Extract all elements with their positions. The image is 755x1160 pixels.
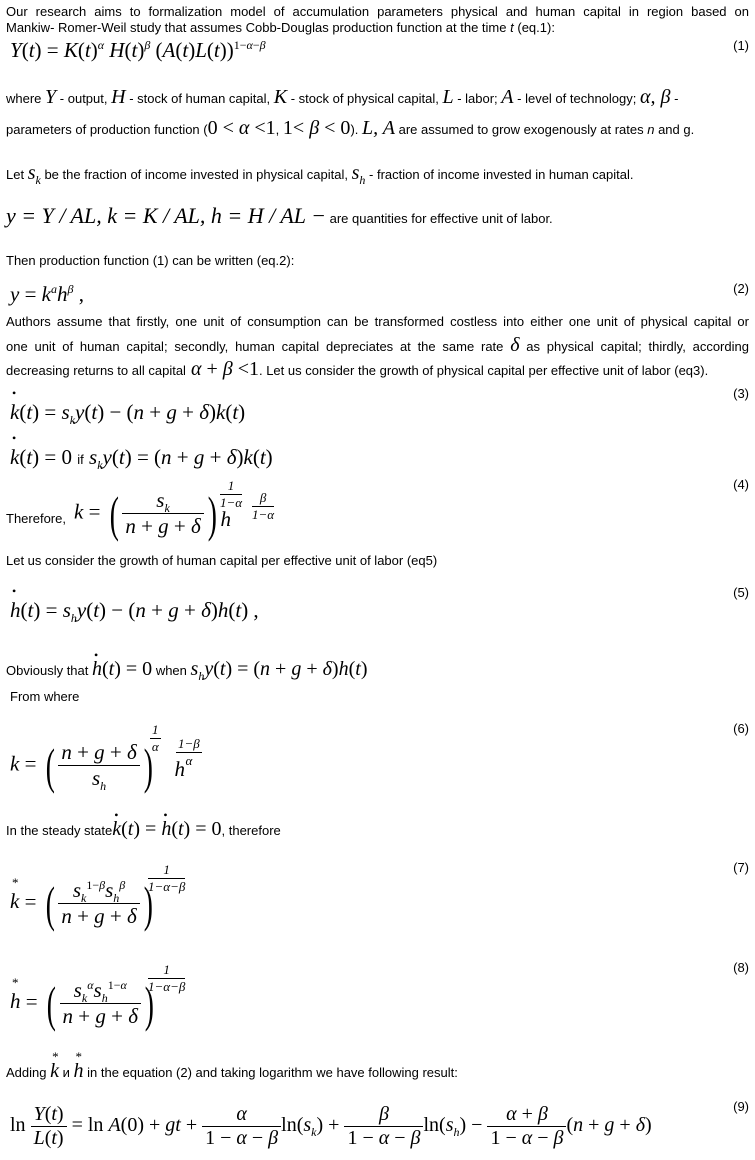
let-line: Let $s_k$ be the fraction of income invested in physical capital, $s_h$ - fraction of income invested in human capital. (6, 162, 634, 187)
intro-t: t (510, 20, 514, 35)
eq4-exp-1: 1 1−α (220, 478, 243, 510)
eq6-exp-2: 1−β α (178, 736, 200, 768)
equation-3a: • $k(t) = s_ky(t) - (n + g + \delta)k(t)$ (10, 400, 245, 425)
eq-number-8: (8) (733, 960, 749, 975)
equation-3b: • k(t) = 0 if $s_ky(t) = (n + g + \delta)k(t)$ (10, 445, 273, 470)
assume-line-2: one unit of human capital; secondly, human capital depreciates at the same rate δ as physical capital; thirdly, according (6, 334, 749, 356)
eq7-exp: 1 1−α−β (148, 862, 186, 894)
eq4-exp-2: β 1−α (252, 490, 275, 522)
where-line-2: parameters of production function (0 < α <1, 1< β < 0). L, A are assumed to grow exogenously at rates n and g. (6, 117, 695, 139)
equation-2: $y = k^ah^\beta$ , (10, 282, 84, 306)
obviously-line: Obviously that • h(t) = 0 when $s_hy(t) = (n + g + \delta)h(t)$ (6, 660, 367, 680)
equation-1: $Y(t) = K(t)^\alpha$ $H(t)^\beta$ $(A(t)L(t))^{1-\alpha-\beta}$ (10, 38, 266, 62)
from-where-line: From where (10, 689, 80, 704)
human-growth-line: Let us consider the growth of human capital per effective unit of labor (eq5) (6, 553, 438, 568)
therefore-label: Therefore, (6, 511, 66, 526)
eq-number-2: (2) (733, 281, 749, 296)
eq8-exp: 1 1−α−β (148, 962, 186, 994)
eq-number-6: (6) (733, 721, 749, 736)
then-line: Then production function (1) can be written (eq.2): (6, 253, 295, 268)
adding-line: Adding * k и * h in the equation (2) and taking logarithm we have following result: (6, 1062, 458, 1082)
intro-text: Mankiw- Romer-Weil study that assumes Cobb-Douglas production function at the time (6, 20, 507, 35)
eq6-exp-1: 1 α (151, 722, 159, 754)
equation-4: k = ( $\frac{s_k}{n + g + \delta}$ ) h (74, 485, 231, 542)
eq-number-9: (9) (733, 1099, 749, 1114)
equation-8: * h = ( $s_k^\alpha s_h^{1-\alpha}$ n + g + δ ) (10, 978, 158, 1029)
eq-number-1: (1) (733, 38, 749, 53)
equation-7: * k = ( $s_k^{1-\beta}s_h^\beta$ n + g + δ ) (10, 878, 156, 929)
assume-line-1: Authors assume that firstly, one unit of consumption can be transformed costless into either one unit of physical capital or (6, 314, 749, 329)
where-line-1: where Y - output, H - stock of human capital, K - stock of physical capital, L - labor; A - level of technology; α, β - (6, 86, 679, 108)
intro-line-1: Our research aims to formalization model of accumulation parameters physical and human capital in region based on (6, 4, 749, 19)
eq-number-5: (5) (733, 585, 749, 600)
steady-state-line: In the steady state• k(t) = • h(t) = 0, therefore (6, 820, 281, 840)
eq-number-3: (3) (733, 386, 749, 401)
assume-line-3: decreasing returns to all capital α + β <1. Let us consider the growth of physical capital per effective unit of labor (eq3). (6, 358, 709, 380)
equation-6: k = ( $\frac{n + g + \delta}{s_h}$ ) h (10, 737, 185, 794)
eq-number-7: (7) (733, 860, 749, 875)
intro-line-2 (6, 19, 555, 37)
equation-9: ln $\frac{Y(t)}{L(t)}$ = ln A(0) + gt + $\frac{\alpha}{1 - \alpha - \beta}$ $\ln(s_k)$ + $\frac{\beta}{1 - \alpha - \beta}$ $\ln(s_h)$ − $\frac{\alpha + \beta}{1 - \alpha - \beta}$ (n + g + δ) (10, 1103, 652, 1149)
equation-5: • $h(t) = s_hy(t) - (n + g + \delta)h(t)$ , (10, 598, 259, 623)
eq-number-4: (4) (733, 477, 749, 492)
intro-end: (eq.1): (517, 20, 555, 35)
effective-line: y = Y / AL, k = K / AL, h = H / AL − are quantities for effective unit of labor. (6, 203, 553, 228)
